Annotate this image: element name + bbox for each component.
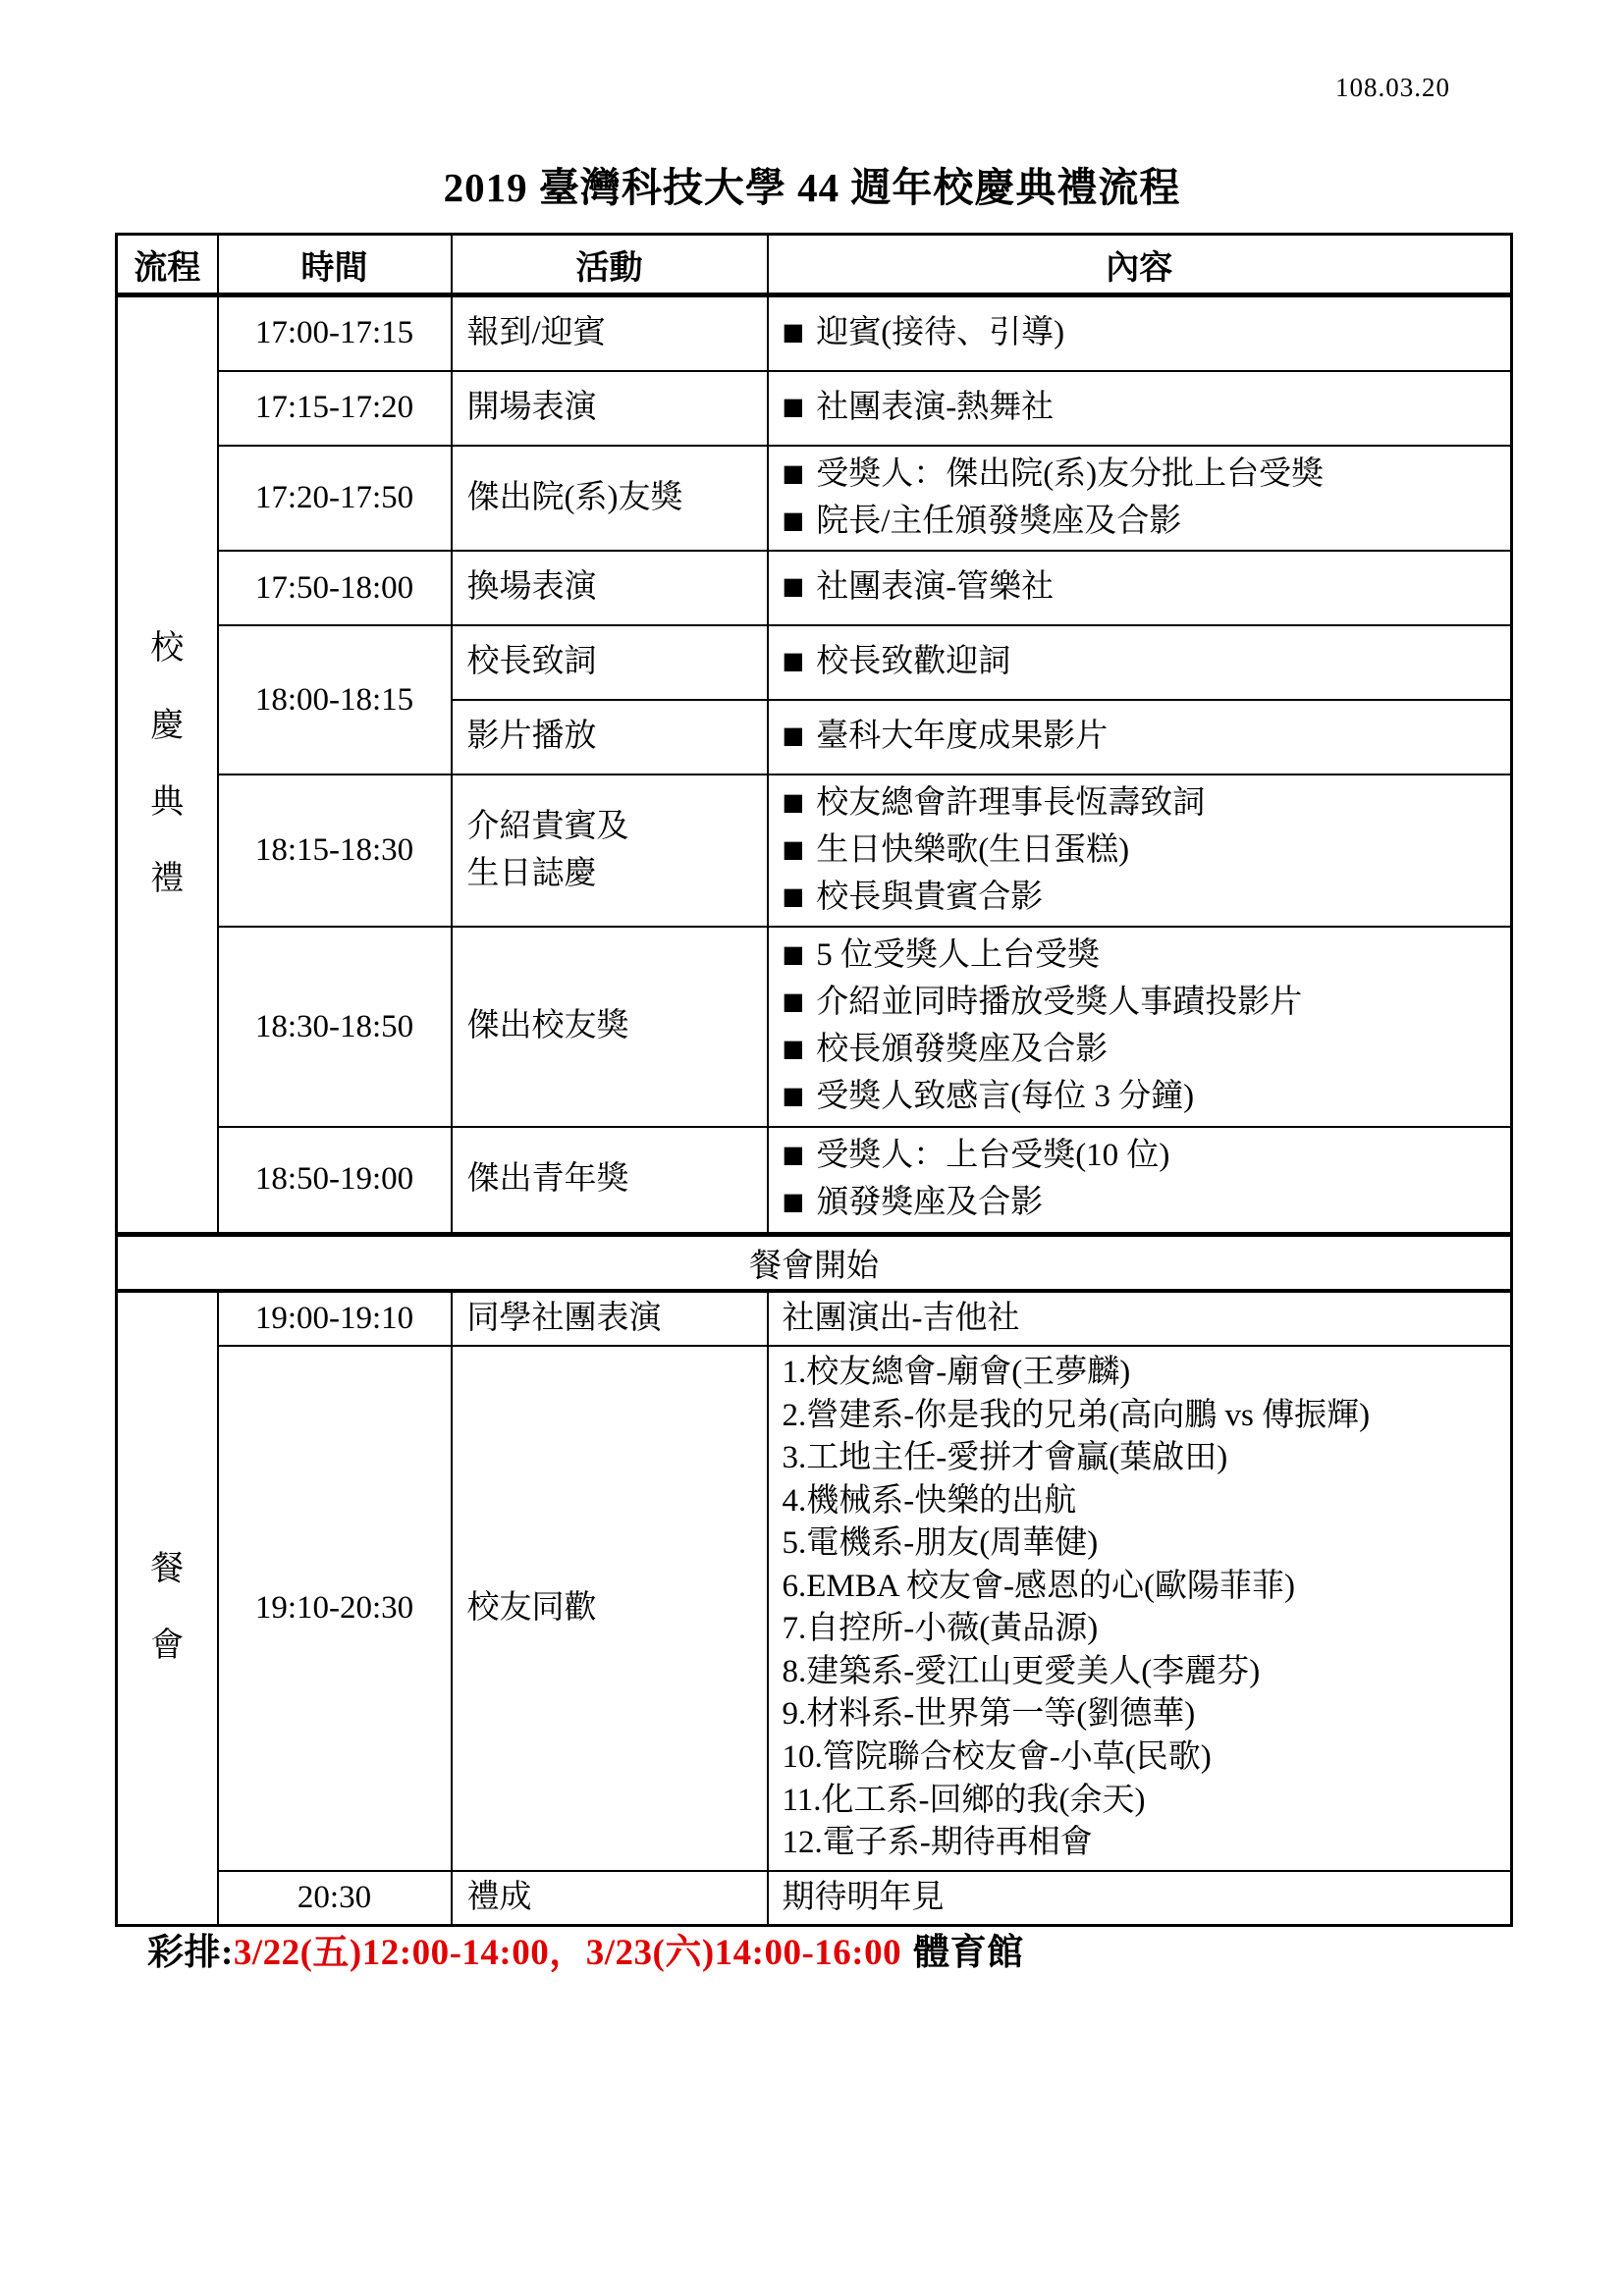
time-cell: 17:00-17:15 (218, 295, 452, 371)
content-cell (768, 1291, 1512, 1347)
banquet-start-label: 餐會開始 (117, 1234, 1512, 1291)
table-row (117, 927, 1512, 1126)
table-row (117, 1871, 1512, 1926)
activity-text: 傑出院(系)友獎 (466, 479, 683, 515)
bullet-square-icon: ■ (782, 1081, 805, 1109)
content-text: 9.材料系-世界第一等(劉德華) (782, 1696, 1196, 1733)
content-line (783, 780, 1505, 828)
content-cell (768, 446, 1512, 552)
content-text: 3.工地主任-愛拼才會贏(葉啟田) (782, 1440, 1228, 1476)
content-line (783, 1877, 1505, 1920)
bullet-square-icon: ■ (782, 318, 805, 346)
activity-cell (452, 1291, 768, 1347)
content-cell (768, 700, 1512, 774)
bullet-square-icon: ■ (782, 988, 805, 1016)
content-cell (768, 1871, 1512, 1926)
process-cell (117, 1291, 218, 1926)
content-line (783, 452, 1505, 499)
table-row (117, 1346, 1512, 1871)
col-header-content: 內容 (768, 235, 1512, 295)
bullet-square-icon: ■ (782, 721, 805, 750)
content-line (783, 1566, 1505, 1609)
content-text: 迎賓(接待、引導) (816, 315, 1065, 350)
content-text: 受獎人：上台受獎(10 位) (816, 1137, 1170, 1173)
content-line (783, 1074, 1505, 1121)
content-text: 校長與貴賓合影 (816, 879, 1044, 915)
table-row (117, 371, 1512, 446)
content-line (783, 639, 1505, 686)
content-text: 11.化工系-回鄉的我(余天) (782, 1782, 1146, 1818)
content-cell (768, 551, 1512, 625)
bullet-square-icon: ■ (782, 834, 805, 863)
document-date: 108.03.20 (1335, 73, 1450, 102)
table-row (117, 446, 1512, 552)
activity-text: 同學社團表演 (466, 1300, 662, 1336)
content-text: 12.電子系-期待再相會 (782, 1825, 1093, 1861)
content-text: 5 位受獎人上台受獎 (816, 937, 1100, 974)
time-cell: 19:00-19:10 (218, 1291, 452, 1347)
content-line (783, 1298, 1505, 1341)
activity-cell (452, 446, 768, 552)
bullet-square-icon: ■ (782, 647, 805, 675)
activity-cell (452, 700, 768, 774)
table-row (117, 1291, 1512, 1347)
content-text: 生日快樂歌(生日蛋糕) (816, 831, 1130, 868)
schedule-table (115, 233, 1513, 1927)
activity-text: 生日誌慶 (466, 855, 597, 891)
content-line (783, 1352, 1505, 1395)
content-cell (768, 295, 1512, 371)
content-line (783, 1651, 1505, 1694)
bullet-square-icon: ■ (782, 458, 805, 487)
content-line (783, 1522, 1505, 1566)
content-text: 7.自控所-小薇(黃品源) (782, 1611, 1099, 1647)
content-line (783, 933, 1505, 980)
process-cell (117, 295, 218, 1235)
content-text: 6.EMBA 校友會-感恩的心(歐陽菲菲) (782, 1568, 1295, 1604)
content-text: 校長頒發獎座及合影 (816, 1032, 1109, 1068)
time-cell: 18:50-19:00 (218, 1127, 452, 1234)
content-text: 1.校友總會-廟會(王夢麟) (782, 1355, 1131, 1391)
time-cell: 18:30-18:50 (218, 927, 452, 1126)
col-header-process: 流程 (117, 235, 218, 295)
content-cell (768, 927, 1512, 1126)
time-cell: 18:00-18:15 (218, 625, 452, 774)
content-text: 社團演出-吉他社 (782, 1300, 1020, 1336)
content-text: 2.營建系-你是我的兄弟(高向鵬 vs 傅振輝) (782, 1397, 1371, 1433)
content-line (783, 1027, 1505, 1074)
schedule-table-container (115, 233, 1513, 1927)
activity-text: 開場表演 (466, 389, 597, 425)
content-line (783, 1180, 1505, 1227)
page-title: 2019 臺灣科技大學 44 週年校慶典禮流程 (443, 165, 1181, 210)
content-cell (768, 371, 1512, 446)
activity-cell (452, 371, 768, 446)
content-text: 社團表演-管樂社 (816, 569, 1055, 606)
activity-cell (452, 774, 768, 928)
content-line (783, 875, 1505, 922)
time-cell: 17:50-18:00 (218, 551, 452, 625)
content-text: 4.機械系-快樂的出航 (782, 1482, 1077, 1519)
content-text: 校長致歡迎詞 (816, 644, 1011, 680)
activity-text: 報到/迎賓 (466, 315, 606, 350)
activity-cell (452, 927, 768, 1126)
content-text: 受獎人：傑出院(系)友分批上台受獎 (816, 455, 1325, 492)
content-text: 院長/主任頒發獎座及合影 (816, 503, 1182, 539)
content-line (783, 1395, 1505, 1438)
content-text: 頒發獎座及合影 (816, 1184, 1044, 1220)
content-line (783, 385, 1505, 432)
activity-text: 校長致詞 (466, 644, 597, 680)
bullet-square-icon: ■ (782, 940, 805, 969)
content-line (783, 1480, 1505, 1523)
activity-text: 介紹貴賓及 (466, 808, 629, 844)
content-text: 10.管院聯合校友會-小草(民歌) (782, 1738, 1212, 1775)
content-text: 校友總會許理事長恆壽致詞 (816, 784, 1206, 821)
time-cell: 17:20-17:50 (218, 446, 452, 552)
bullet-square-icon: ■ (782, 506, 805, 534)
time-cell: 19:10-20:30 (218, 1346, 452, 1871)
time-cell: 20:30 (218, 1871, 452, 1926)
activity-text: 傑出青年獎 (466, 1160, 629, 1197)
content-cell (768, 625, 1512, 700)
schedule-table-body (117, 295, 1512, 1926)
content-line (783, 564, 1505, 612)
table-row (117, 774, 1512, 928)
bullet-square-icon: ■ (782, 881, 805, 910)
content-line (783, 1693, 1505, 1736)
col-header-time: 時間 (218, 235, 452, 295)
bullet-square-icon: ■ (782, 572, 805, 601)
rehearsal-note-venue: 體育館 (913, 1933, 1024, 1973)
bullet-square-icon: ■ (782, 392, 805, 420)
table-row (117, 295, 1512, 371)
activity-cell (452, 1346, 768, 1871)
content-text: 8.建築系-愛江山更愛美人(李麗芬) (782, 1653, 1261, 1689)
time-cell: 17:15-17:20 (218, 371, 452, 446)
process-section-label: 餐會 (150, 1551, 185, 1665)
banquet-start-divider-row (117, 1234, 1512, 1291)
content-line (783, 1822, 1505, 1865)
header-row (117, 235, 1512, 295)
bullet-square-icon: ■ (782, 787, 805, 816)
activity-text: 影片播放 (466, 719, 597, 755)
rehearsal-note-prefix: 彩排: (147, 1933, 234, 1973)
activity-text: 校友同歡 (466, 1589, 597, 1626)
activity-cell (452, 1871, 768, 1926)
activity-text: 換場表演 (466, 569, 597, 606)
content-text: 臺科大年度成果影片 (816, 719, 1109, 755)
content-line (783, 828, 1505, 875)
activity-cell (452, 295, 768, 371)
content-line (783, 1608, 1505, 1651)
content-text: 社團表演-熱舞社 (816, 389, 1055, 425)
rehearsal-note (147, 1922, 1024, 1975)
content-text: 介紹並同時播放受獎人事蹟投影片 (816, 985, 1303, 1021)
time-cell: 18:15-18:30 (218, 774, 452, 928)
content-text: 受獎人致感言(每位 3 分鐘) (816, 1078, 1195, 1114)
content-text: 期待明年見 (782, 1879, 945, 1915)
content-line (783, 980, 1505, 1027)
table-row (117, 551, 1512, 625)
content-line (783, 499, 1505, 546)
content-line (783, 1736, 1505, 1780)
table-row (117, 1127, 1512, 1234)
activity-cell (452, 625, 768, 700)
activity-text: 禮成 (466, 1879, 532, 1915)
bullet-square-icon: ■ (782, 1187, 805, 1215)
bullet-square-icon: ■ (782, 1035, 805, 1063)
content-line (783, 1780, 1505, 1823)
table-row (117, 625, 1512, 700)
content-cell (768, 1127, 1512, 1234)
content-line (783, 310, 1505, 357)
rehearsal-note-dates: 3/22(五)12:00-14:00，3/23(六)14:00-16:00 (233, 1933, 902, 1973)
bullet-square-icon: ■ (782, 1140, 805, 1168)
content-cell (768, 774, 1512, 928)
activity-cell (452, 1127, 768, 1234)
content-line (783, 1133, 1505, 1180)
process-section-label: 校慶典禮 (150, 630, 185, 897)
content-cell (768, 1346, 1512, 1871)
activity-text: 傑出校友獎 (466, 1008, 629, 1044)
activity-cell (452, 551, 768, 625)
content-line (783, 714, 1505, 761)
content-line (783, 1437, 1505, 1480)
content-text: 5.電機系-朋友(周華健) (782, 1525, 1099, 1562)
col-header-activity: 活動 (452, 235, 768, 295)
